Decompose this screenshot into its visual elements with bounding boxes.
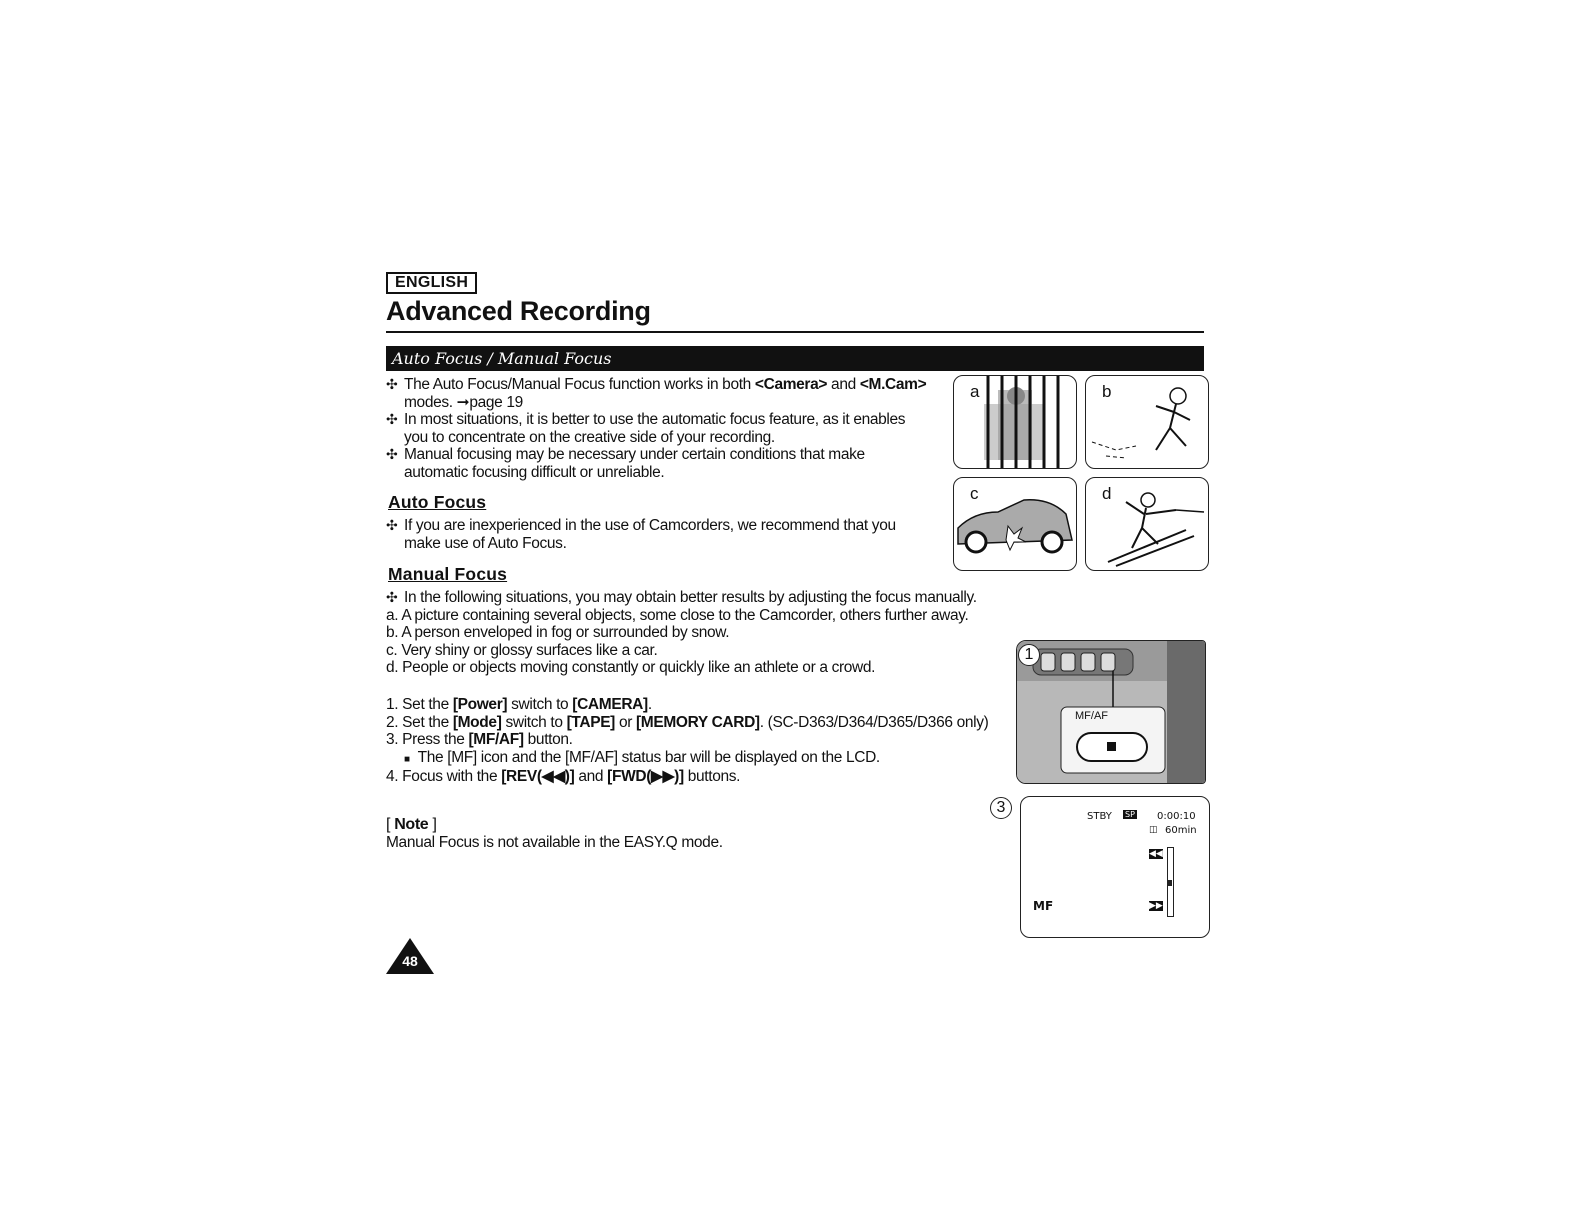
lcd-mf: MF <box>1033 899 1054 913</box>
note-text: Manual Focus is not available in the EASY.Q mode. <box>386 834 723 851</box>
camcorder-buttons-icon <box>1017 641 1206 784</box>
intro-bullets <box>386 376 946 481</box>
language-badge: ENGLISH <box>386 272 477 294</box>
bullet-icon: ✣ <box>386 589 398 605</box>
bullet-icon: ✣ <box>386 411 398 427</box>
section-title-bar: Auto Focus / Manual Focus <box>386 346 1204 371</box>
square-bullet-icon: ■ <box>404 753 410 765</box>
page-number: 48 <box>402 953 418 969</box>
lcd-stby: STBY <box>1087 811 1112 822</box>
step-4: 4. Focus with the [REV(◀◀)] and [FWD(▶▶)] buttons. <box>386 768 741 785</box>
focus-status-bar <box>1167 847 1174 917</box>
page-title: Advanced Recording <box>386 296 651 326</box>
step-1: 1. Set the [Power] switch to [CAMERA]. <box>386 696 652 713</box>
case-item: d. People or objects moving constantly or quickly like an athlete or a crowd. <box>386 659 876 676</box>
bullet-item: ✣ In most situations, it is better to use the automatic focus feature, as it enables you to concentrate on the creative side of your recording. <box>386 411 906 446</box>
page-number-badge <box>386 938 434 974</box>
panel-label: a <box>970 382 980 401</box>
panel-label: b <box>1102 382 1112 401</box>
step-2: 2. Set the [Mode] switch to [TAPE] or [MEMORY CARD]. (SC-D363/D364/D365/D366 only) <box>386 713 989 731</box>
case-item: a. A picture containing several objects, some close to the Camcorder, others further away. <box>386 606 969 624</box>
bullet-icon: ✣ <box>386 376 398 392</box>
illustration-d <box>1085 477 1209 571</box>
lcd-sp: SP <box>1125 810 1135 819</box>
step-3-sub: ■ The [MF] icon and the [MF/AF] status bar will be displayed on the LCD. <box>404 748 880 766</box>
fwd-icon: ▶▶ <box>1149 901 1163 911</box>
callout-3: 3 <box>990 797 1012 819</box>
step-3: 3. Press the [MF/AF] button. <box>386 731 573 748</box>
lcd-time: 0:00:10 <box>1157 811 1196 822</box>
bullet-item: ✣ Manual focusing may be necessary under certain conditions that make automatic focusing difficult or unreliable. <box>386 446 865 481</box>
case-item: b. A person enveloped in fog or surrounded by snow. <box>386 624 730 641</box>
camcorder-button-photo <box>1016 640 1206 784</box>
case-item: c. Very shiny or glossy surfaces like a car. <box>386 641 658 659</box>
rev-icon: ◀◀ <box>1149 849 1163 859</box>
lcd-remaining: 60min <box>1165 825 1197 836</box>
illustration-c <box>953 477 1077 571</box>
bullet-item: ✣ The Auto Focus/Manual Focus function works in both <Camera> and <M.Cam> modes. ➞page 19 <box>386 376 927 411</box>
manual-focus-heading: Manual Focus <box>388 564 508 584</box>
tape-icon: ◫ <box>1149 825 1158 835</box>
panel-label: d <box>1102 484 1112 503</box>
illustration-a <box>953 375 1077 469</box>
panel-label: c <box>970 484 979 503</box>
bullet-icon: ✣ <box>386 446 398 462</box>
bullet-icon: ✣ <box>386 517 398 533</box>
focus-marker <box>1168 880 1172 886</box>
steps-list <box>386 696 1016 786</box>
auto-focus-text: ✣ If you are inexperienced in the use of Camcorders, we recommend that you make use of Auto Focus. <box>386 517 896 552</box>
mfaf-label: MF/AF <box>1075 710 1108 722</box>
auto-focus-heading: Auto Focus <box>388 492 487 512</box>
title-divider <box>386 331 1204 333</box>
note-heading: [ Note ] <box>386 816 437 833</box>
illustration-b <box>1085 375 1209 469</box>
lcd-screen <box>1020 796 1210 938</box>
manual-focus-list: ✣ In the following situations, you may obtain better results by adjusting the focus manually. a. A picture containing several objects, some close to the Camcorder, others further away. b. A person enveloped in fog or surrounded by snow. c. Very shiny or glossy surfaces like a car. d. People or objects moving constantly or quickly like an athlete or a crowd. <box>386 589 1006 677</box>
callout-1: 1 <box>1018 644 1040 666</box>
